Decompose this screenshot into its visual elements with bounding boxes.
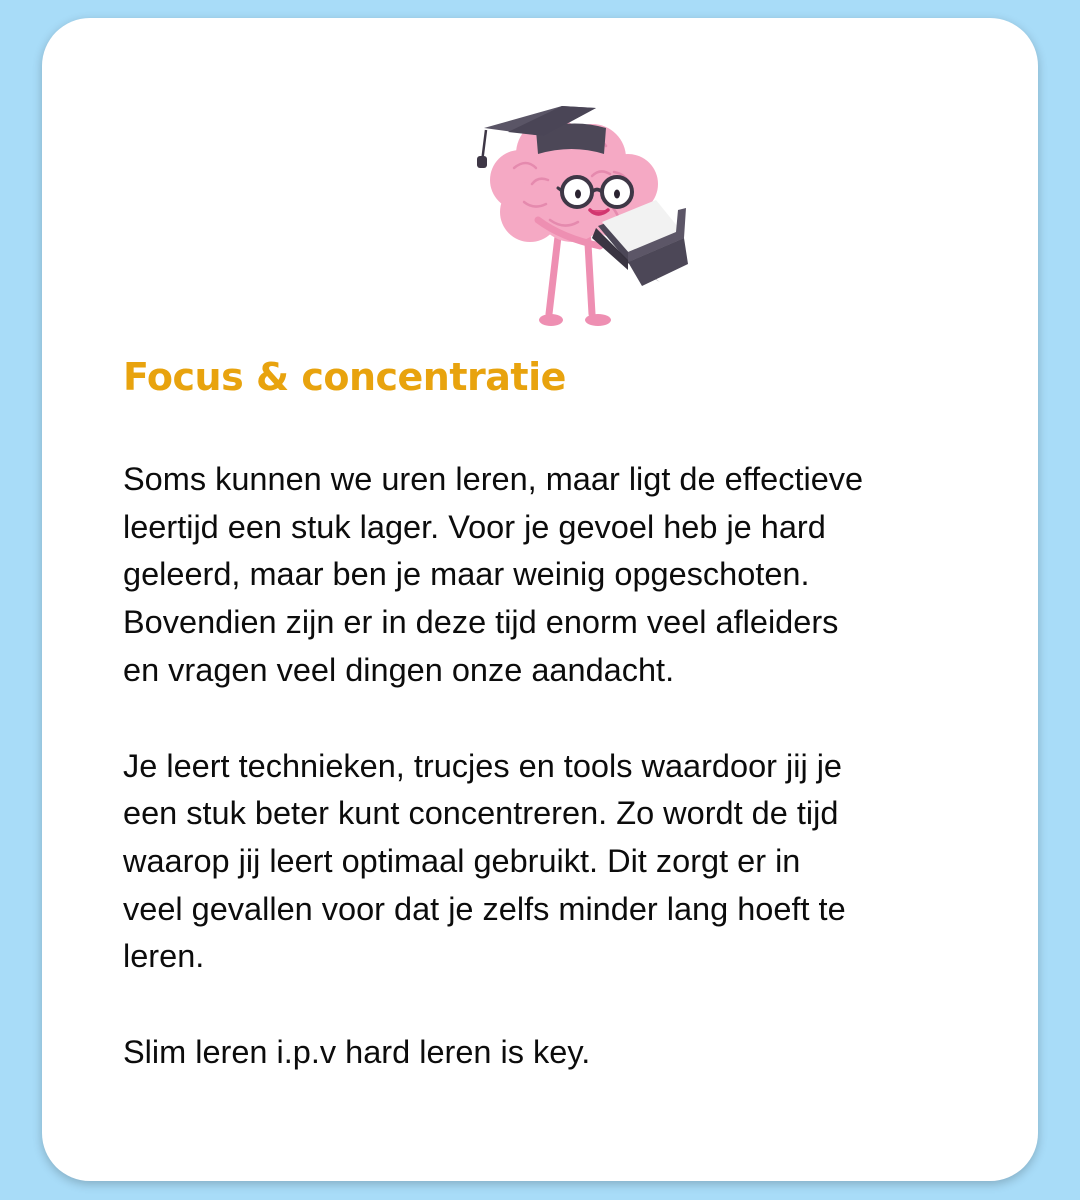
brain-left-leg	[549, 228, 559, 314]
text-line: Slim leren i.p.v hard leren is key.	[123, 1034, 591, 1071]
paragraph-3	[123, 1029, 983, 1077]
text-line: en vragen veel dingen onze aandacht.	[123, 651, 675, 688]
text-line: waarop jij leert optimaal gebruikt. Dit zorgt er in	[123, 842, 801, 879]
text-line: Je leert technieken, trucjes en tools waardoor jij je	[123, 747, 842, 784]
brain-right-foot	[585, 314, 611, 326]
brain-left-foot	[539, 314, 563, 326]
text-line: veel gevallen voor dat je zelfs minder lang hoeft te	[123, 890, 846, 927]
brain-smile	[590, 210, 608, 214]
text-line: leren.	[123, 938, 205, 975]
page-title: Focus & concentratie	[123, 355, 566, 399]
text-line: geleerd, maar ben je maar weinig opgeschoten.	[123, 556, 810, 593]
brain-student-icon	[432, 88, 702, 338]
info-card	[42, 18, 1038, 1181]
text-line: leertijd een stuk lager. Voor je gevoel heb je hard	[123, 508, 826, 545]
paragraph-1	[123, 456, 983, 695]
text-line: Soms kunnen we uren leren, maar ligt de effectieve	[123, 461, 864, 497]
paragraph-2	[123, 743, 983, 982]
brain-right-leg	[587, 226, 592, 314]
text-line: een stuk beter kunt concentreren. Zo wordt de tijd	[123, 795, 839, 832]
text-line: Bovendien zijn er in deze tijd enorm veel afleiders	[123, 604, 839, 641]
body-text	[123, 456, 983, 1125]
